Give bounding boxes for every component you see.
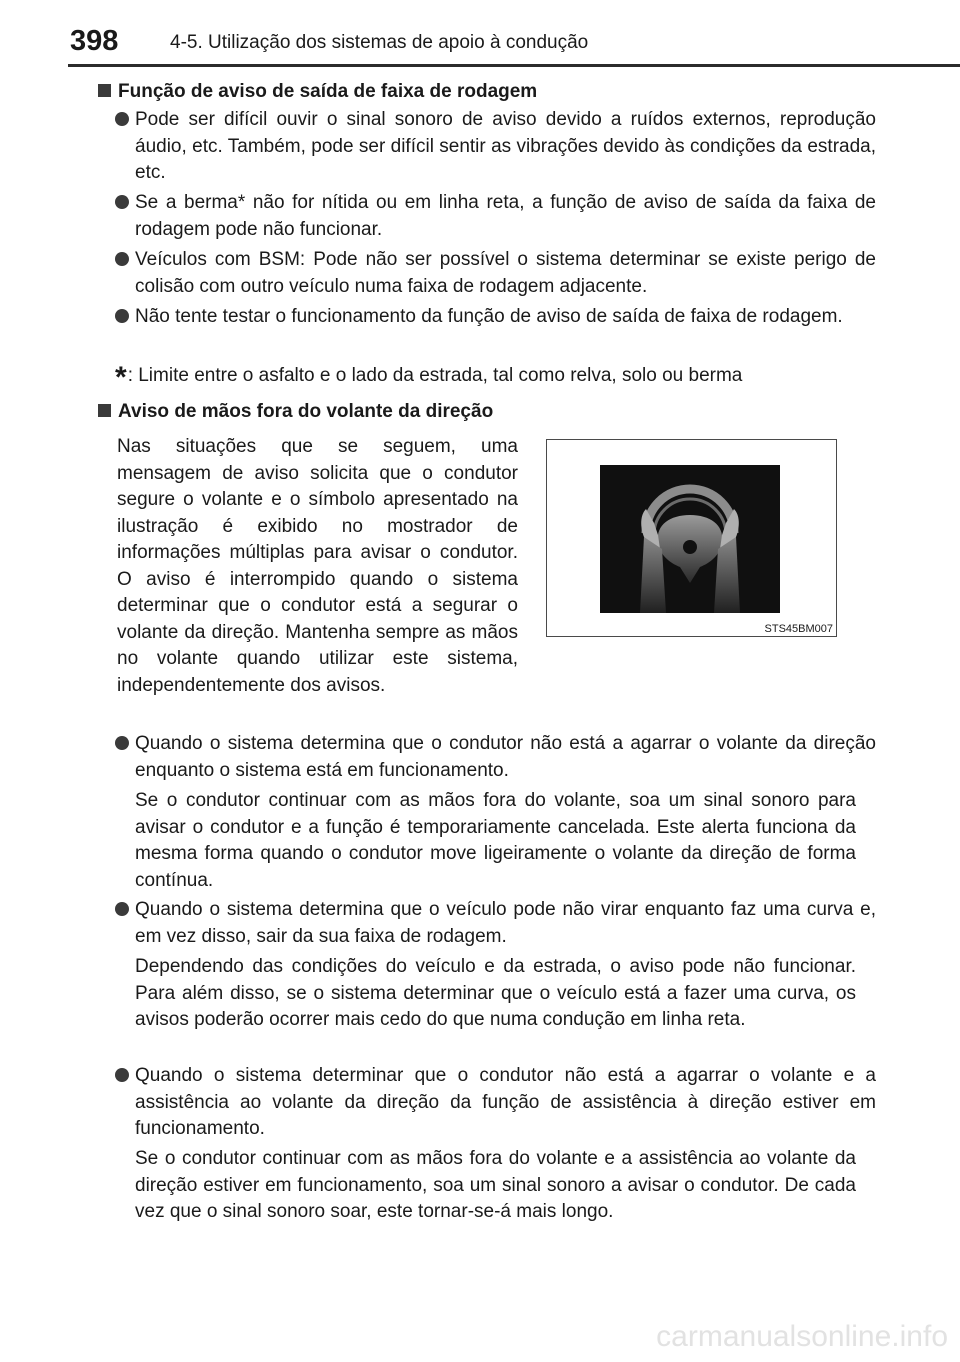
figure-frame xyxy=(546,439,837,637)
square-bullet-icon xyxy=(98,84,111,97)
figure-display xyxy=(600,465,780,613)
round-bullet-icon xyxy=(115,112,129,126)
square-bullet-icon xyxy=(98,404,111,417)
footnote xyxy=(115,362,742,392)
bullet-detail: Dependendo das condições do veículo e da estrada, o aviso pode não funcionar. Para além disso, se o sistema determinar que o veículo está a fazer uma curva, os avisos poderão ocorrer mais cedo do que numa condução em linha reta. xyxy=(135,956,856,1030)
page-number: 398 xyxy=(70,25,119,57)
footnote-mark: * xyxy=(115,361,127,394)
hands-off-steering-wheel-icon xyxy=(600,465,780,613)
heading-text: Aviso de mãos fora do volante da direção xyxy=(118,401,494,422)
intro-paragraph: Nas situações que se seguem, uma mensagem de aviso solicita que o condutor segure o volante e o símbolo apresentado na ilustração é exibido no mostrador de informações múltiplas para avisar o condutor. O aviso é interrompido quando o sistema determinar que o condutor está a segurar o volante da direção. Mantenha sempre as mãos no volante quando utilizar este sistema, independentemente dos avisos. xyxy=(117,436,518,696)
bullet-item xyxy=(115,247,876,300)
round-bullet-icon xyxy=(115,1068,129,1082)
bullet-item xyxy=(115,1063,876,1143)
chapter-title: 4-5. Utilização dos sistemas de apoio à condução xyxy=(170,32,589,53)
round-bullet-icon xyxy=(115,902,129,916)
bullet-text: Se a berma* não for nítida ou em linha reta, a função de aviso de saída da faixa de rodagem pode não funcionar. xyxy=(135,192,876,240)
section-heading-hands-off xyxy=(98,399,493,425)
watermark: carmanualsonline.info xyxy=(656,1320,948,1353)
figure-code: STS45BM007 xyxy=(764,623,833,635)
round-bullet-icon xyxy=(115,252,129,266)
round-bullet-icon xyxy=(115,736,129,750)
bullet-item xyxy=(115,107,876,187)
bullet-detail: Se o condutor continuar com as mãos fora do volante e a assistência ao volante da direção estiver em funcionamento, soa um sinal sonoro a avisar o condutor. De cada vez que o sinal sonoro soar, este tornar-se-á mais longo. xyxy=(135,1148,856,1222)
round-bullet-icon xyxy=(115,309,129,323)
bullet-text: Quando o sistema determinar que o condutor não está a agarrar o volante e a assistência ao volante da direção da função de assistência à direção estiver em funcionamento. xyxy=(135,1065,876,1139)
bullet-text: Quando o sistema determina que o veículo pode não virar enquanto faz uma curva e, em vez disso, sair da sua faixa de rodagem. xyxy=(135,899,876,947)
bullet-item xyxy=(115,897,876,950)
bullet-item xyxy=(115,190,876,243)
header-rule xyxy=(68,64,960,67)
bullet-item xyxy=(115,731,876,784)
section-heading-lane-departure xyxy=(98,79,537,105)
bullet-item xyxy=(115,304,876,331)
bullet-text: Veículos com BSM: Pode não ser possível o sistema determinar se existe perigo de colisão com outro veículo numa faixa de rodagem adjacente. xyxy=(135,249,876,297)
bullet-detail: Se o condutor continuar com as mãos fora do volante, soa um sinal sonoro para avisar o condutor e a função é temporariamente cancelada. Este alerta funciona da mesma forma quando o condutor move ligeiramente o volante da direção de forma contínua. xyxy=(135,790,856,891)
heading-text: Função de aviso de saída de faixa de rodagem xyxy=(118,81,538,102)
round-bullet-icon xyxy=(115,195,129,209)
footnote-text: : Limite entre o asfalto e o lado da estrada, tal como relva, solo ou berma xyxy=(127,365,743,386)
bullet-text: Não tente testar o funcionamento da função de aviso de saída de faixa de rodagem. xyxy=(135,306,843,327)
bullet-text: Pode ser difícil ouvir o sinal sonoro de aviso devido a ruídos externos, reprodução áudio, etc. Também, pode ser difícil sentir as vibrações devido às condições da estrada, etc. xyxy=(135,109,876,183)
bullet-text: Quando o sistema determina que o condutor não está a agarrar o volante da direção enquanto o sistema está em funcionamento. xyxy=(135,733,876,781)
